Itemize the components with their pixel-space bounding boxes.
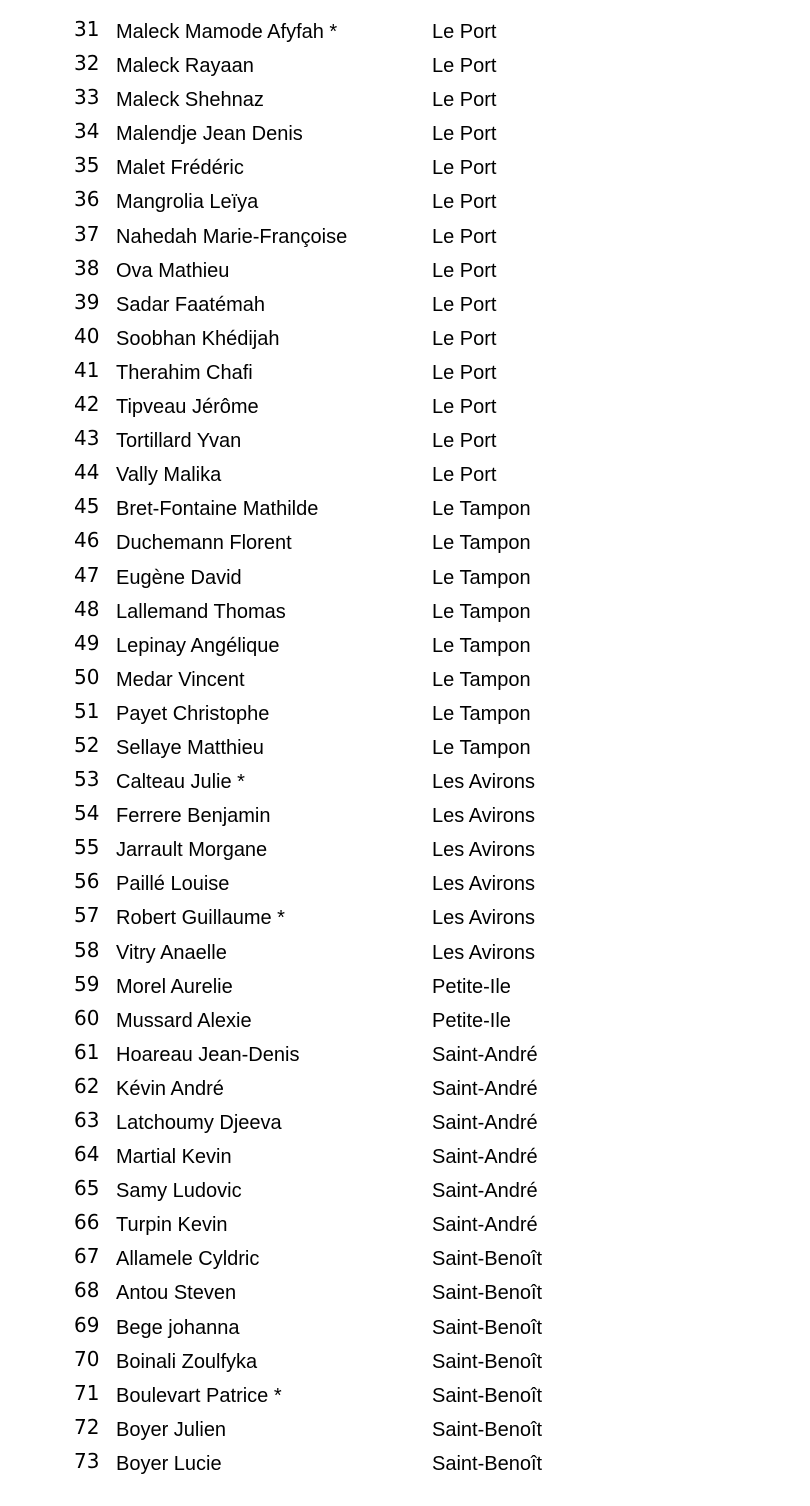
city-name: Saint-Benoît	[432, 1452, 543, 1475]
row-number: 43	[74, 426, 100, 451]
row-number: 48	[74, 596, 100, 621]
person-name: Vally Malika	[116, 464, 222, 487]
city-name: Le Port	[432, 123, 497, 146]
person-name: Hoareau Jean-Denis	[116, 1043, 300, 1066]
person-name: Latchoumy Djeeva	[116, 1112, 282, 1134]
row-number: 39	[74, 289, 100, 314]
person-name: Therahim Chafi	[116, 361, 253, 384]
city-name: Le Port	[432, 225, 497, 248]
person-name: Ferrere Benjamin	[116, 805, 271, 828]
list-row	[0, 1311, 810, 1345]
city-name: Saint-Benoît	[432, 1418, 543, 1441]
list-row	[0, 1072, 810, 1106]
list-row	[0, 1106, 810, 1140]
list-row	[0, 561, 810, 595]
person-name: Mangrolia Leïya	[116, 191, 259, 214]
person-name: Boulevart Patrice *	[116, 1384, 282, 1407]
person-name: Samy Ludovic	[116, 1180, 242, 1203]
row-number: 45	[74, 494, 100, 519]
person-name: Maleck Mamode Afyfah *	[116, 21, 338, 43]
person-name: Sadar Faatémah	[116, 293, 265, 316]
city-name: Le Port	[432, 327, 497, 350]
row-number: 66	[74, 1210, 100, 1235]
person-name: Paillé Louise	[116, 873, 230, 896]
person-name: Maleck Rayaan	[116, 55, 254, 78]
person-name: Malendje Jean Denis	[116, 123, 303, 146]
list-row	[0, 833, 810, 867]
city-name: Les Avirons	[432, 839, 536, 862]
city-name: Saint-André	[432, 1043, 538, 1066]
city-name: Le Tampon	[432, 498, 531, 521]
list-row	[0, 117, 810, 151]
city-name: Le Port	[432, 21, 497, 43]
list-row	[0, 765, 810, 799]
person-name: Sellaye Matthieu	[116, 736, 264, 759]
person-name: Turpin Kevin	[116, 1214, 228, 1237]
person-name: Martial Kevin	[116, 1146, 232, 1169]
list-row	[0, 663, 810, 697]
city-name: Le Tampon	[432, 532, 531, 555]
list-row	[0, 83, 810, 117]
city-name: Saint-Benoît	[432, 1384, 543, 1407]
city-name: Le Port	[432, 396, 497, 419]
person-name: Tipveau Jérôme	[116, 396, 259, 419]
city-name: Le Tampon	[432, 702, 531, 725]
list-row	[0, 356, 810, 390]
row-number: 54	[74, 801, 100, 826]
city-name: Le Tampon	[432, 566, 531, 589]
row-number: 34	[74, 119, 100, 144]
person-name: Morel Aurelie	[116, 975, 233, 998]
city-name: Le Port	[432, 55, 497, 78]
list-row	[0, 1447, 810, 1481]
row-number: 71	[74, 1380, 100, 1405]
row-number: 53	[74, 767, 100, 792]
city-name: Le Tampon	[432, 634, 531, 657]
row-number: 58	[74, 937, 100, 962]
name-list	[0, 15, 810, 1481]
person-name: Vitry Anaelle	[116, 941, 227, 964]
row-number: 56	[74, 869, 100, 894]
city-name: Le Port	[432, 157, 497, 180]
list-row	[0, 390, 810, 424]
row-number: 44	[74, 460, 100, 485]
row-number: 60	[74, 1005, 100, 1030]
city-name: Petite-Ile	[432, 975, 511, 998]
list-row	[0, 322, 810, 356]
list-row	[0, 867, 810, 901]
row-number: 51	[74, 698, 100, 723]
city-name: Le Tampon	[432, 668, 531, 691]
city-name: Saint-André	[432, 1077, 538, 1100]
row-number: 37	[74, 221, 100, 246]
list-row	[0, 1242, 810, 1276]
list-row	[0, 1174, 810, 1208]
list-row	[0, 288, 810, 322]
list-row	[0, 731, 810, 765]
list-row	[0, 185, 810, 219]
row-number: 67	[74, 1244, 100, 1269]
person-name: Jarrault Morgane	[116, 839, 268, 862]
city-name: Le Tampon	[432, 600, 531, 623]
row-number: 31	[74, 17, 100, 41]
row-number: 62	[74, 1073, 100, 1098]
city-name: Les Avirons	[432, 941, 536, 964]
list-row	[0, 1208, 810, 1242]
person-name: Boyer Lucie	[116, 1452, 222, 1475]
city-name: Le Port	[432, 89, 497, 112]
row-number: 59	[74, 971, 100, 996]
list-row	[0, 254, 810, 288]
list-row	[0, 458, 810, 492]
person-name: Calteau Julie *	[116, 771, 245, 794]
list-row	[0, 697, 810, 731]
list-row	[0, 1140, 810, 1174]
person-name: Antou Steven	[116, 1282, 237, 1305]
row-number: 50	[74, 664, 100, 689]
row-number: 33	[74, 85, 100, 110]
row-number: 57	[74, 903, 100, 928]
person-name: Payet Christophe	[116, 702, 270, 725]
row-number: 47	[74, 562, 100, 587]
person-name: Boinali Zoulfyka	[116, 1350, 258, 1373]
row-number: 63	[74, 1108, 100, 1132]
city-name: Saint-Benoît	[432, 1350, 543, 1373]
person-name: Bret-Fontaine Mathilde	[116, 498, 319, 521]
row-number: 49	[74, 630, 100, 655]
person-name: Robert Guillaume *	[116, 907, 285, 930]
city-name: Le Port	[432, 430, 497, 453]
city-name: Les Avirons	[432, 907, 536, 930]
list-row	[0, 901, 810, 935]
city-name: Le Port	[432, 293, 497, 316]
city-name: Les Avirons	[432, 771, 536, 794]
city-name: Le Port	[432, 361, 497, 384]
list-row	[0, 49, 810, 83]
row-number: 72	[74, 1414, 100, 1439]
list-row	[0, 15, 810, 49]
person-name: Eugène David	[116, 566, 242, 589]
city-name: Saint-Benoît	[432, 1316, 543, 1339]
city-name: Le Tampon	[432, 736, 531, 759]
city-name: Saint-André	[432, 1112, 538, 1134]
row-number: 64	[74, 1142, 100, 1167]
city-name: Saint-Benoît	[432, 1282, 543, 1305]
person-name: Lallemand Thomas	[116, 600, 286, 623]
list-row	[0, 526, 810, 560]
list-row	[0, 629, 810, 663]
row-number: 68	[74, 1278, 100, 1303]
city-name: Le Port	[432, 191, 497, 214]
row-number: 32	[74, 51, 100, 76]
list-row	[0, 220, 810, 254]
person-name: Bege johanna	[116, 1316, 240, 1339]
person-name: Medar Vincent	[116, 668, 245, 691]
row-number: 41	[74, 357, 100, 382]
row-number: 36	[74, 187, 100, 212]
city-name: Saint-André	[432, 1146, 538, 1169]
list-row	[0, 936, 810, 970]
list-row	[0, 151, 810, 185]
row-number: 35	[74, 153, 100, 178]
list-row	[0, 1345, 810, 1379]
row-number: 40	[74, 323, 100, 348]
person-name: Kévin André	[116, 1077, 224, 1100]
list-row	[0, 1004, 810, 1038]
person-name: Allamele Cyldric	[116, 1248, 260, 1271]
person-name: Ova Mathieu	[116, 259, 230, 282]
list-row	[0, 595, 810, 629]
city-name: Saint-André	[432, 1214, 538, 1237]
person-name: Boyer Julien	[116, 1418, 227, 1441]
row-number: 52	[74, 732, 100, 757]
city-name: Le Port	[432, 464, 497, 487]
list-row	[0, 1379, 810, 1413]
list-row	[0, 424, 810, 458]
row-number: 65	[74, 1176, 100, 1201]
city-name: Saint-André	[432, 1180, 538, 1203]
person-name: Tortillard Yvan	[116, 430, 242, 453]
row-number: 38	[74, 255, 100, 280]
row-number: 46	[74, 528, 100, 553]
person-name: Duchemann Florent	[116, 532, 292, 555]
list-row	[0, 1413, 810, 1447]
list-row	[0, 970, 810, 1004]
person-name: Lepinay Angélique	[116, 634, 280, 657]
list-row	[0, 492, 810, 526]
row-number: 69	[74, 1312, 100, 1337]
person-name: Malet Frédéric	[116, 157, 244, 180]
row-number: 73	[74, 1448, 100, 1473]
list-row	[0, 1276, 810, 1310]
city-name: Le Port	[432, 259, 497, 282]
person-name: Nahedah Marie-Françoise	[116, 225, 348, 248]
person-name: Maleck Shehnaz	[116, 89, 264, 112]
person-name: Mussard Alexie	[116, 1009, 252, 1032]
row-number: 61	[74, 1039, 100, 1064]
list-row	[0, 799, 810, 833]
city-name: Les Avirons	[432, 805, 536, 828]
city-name: Saint-Benoît	[432, 1248, 543, 1271]
person-name: Soobhan Khédijah	[116, 327, 280, 350]
row-number: 70	[74, 1346, 100, 1371]
list-row	[0, 1038, 810, 1072]
row-number: 42	[74, 392, 100, 417]
city-name: Les Avirons	[432, 873, 536, 896]
city-name: Petite-Ile	[432, 1009, 511, 1032]
row-number: 55	[74, 835, 100, 860]
